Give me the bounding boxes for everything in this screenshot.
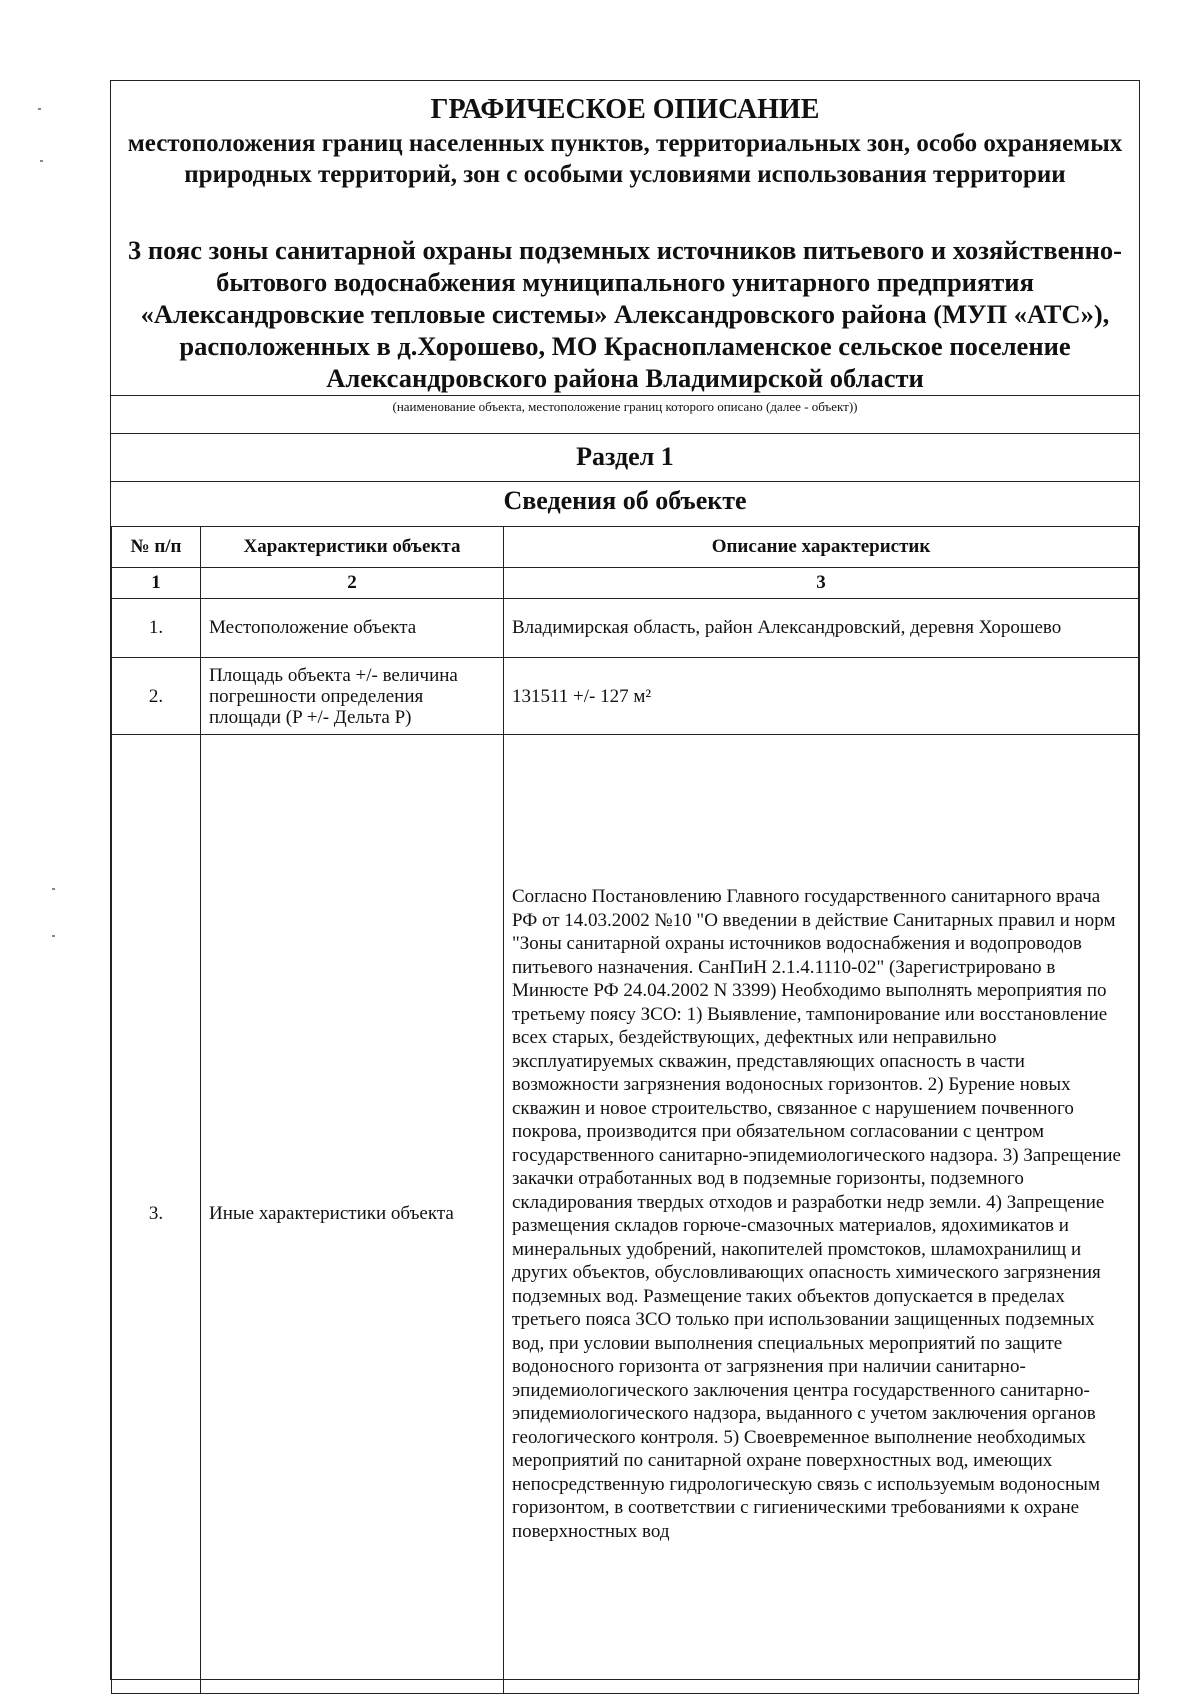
header-description: Описание характеристик [504,527,1139,568]
document-title: ГРАФИЧЕСКОЕ ОПИСАНИЕ [430,94,820,125]
header-characteristic: Характеристики объекта [201,527,504,568]
scan-speck [38,108,41,110]
table-row [112,658,1139,735]
scan-speck [40,160,43,162]
document-header [111,81,1139,393]
table-header-row [112,527,1139,568]
row-description: 131511 +/- 127 м² [504,658,1139,735]
row-characteristic: Иные характеристики объекта [201,735,504,1694]
section-title: Сведения об объекте [503,486,747,515]
document-subtitle: местоположения границ населенных пунктов, территориальных зон, особо охраняемых природных территорий, зон с особыми условиями использования территории [127,130,1123,188]
row-description: Согласно Постановлению Главного государственного санитарного врача РФ от 14.03.2002 №10 "О введении в действие Санитарных правил и норм "Зоны санитарной охраны источников водоснабжения и водопроводов питьевого назначения. СанПиН 2.1.4.1110-02" (Зарегистрировано в Минюсте РФ 24.04.2002 N 3399) Необходимо выполнять мероприятия по третьему поясу ЗСО: 1) Выявление, тампонирование или восстановление всех старых, бездействующих, дефектных или неправильно эксплуатируемых скважин, представляющих опасность в части возможности загрязнения водоносных горизонтов. 2) Бурение новых скважин и новое строительство, связанное с нарушением почвенного покрова, производится при обязательном согласовании с центром государственного санитарно-эпидемиологического надзора. 3) Запрещение закачки отработанных вод в подземные горизонты, подземного складирования твердых отходов и разработки недр земли. 4) Запрещение размещения складов горюче-смазочных материалов, ядохимикатов и минеральных удобрений, накопителей промстоков, шламохранилищ и других объектов, обусловливающих опасность химического загрязнения подземных вод. Размещение таких объектов допускается в пределах третьего пояса ЗСО только при использовании защищенных подземных вод, при условии выполнения специальных мероприятий по защите водоносного горизонта от загрязнения при наличии санитарно-эпидемиологического заключения центра государственного санитарно-эпидемиологического надзора, выданного с учетом заключения органов геологического контроля. 5) Своевременное выполнение необходимых мероприятий по санитарной охране поверхностных вод, имеющих непосредственную гидрологическую связь с используемым водоносным горизонтом, в соответствии с гигиеническими требованиями к охране поверхностных вод [504,735,1139,1694]
column-number: 2 [201,568,504,599]
divider [111,481,1139,482]
table-row [112,599,1139,658]
row-number: 2. [112,658,201,735]
document-frame [110,80,1140,1680]
row-characteristic: Местоположение объекта [201,599,504,658]
column-number-row [112,568,1139,599]
object-name-underline [111,395,1139,396]
divider [111,433,1139,434]
column-number: 1 [112,568,201,599]
scan-speck [52,888,55,890]
column-number: 3 [504,568,1139,599]
header-number: № п/п [112,527,201,568]
scan-speck [52,935,55,937]
row-characteristic: Площадь объекта +/- величина погрешности определения площади (P +/- Дельта P) [201,658,504,735]
object-caption: (наименование объекта, местоположение границ которого описано (далее - объект)) [392,399,858,414]
row-number: 1. [112,599,201,658]
section-heading: Раздел 1 [576,442,674,471]
object-name: 3 пояс зоны санитарной охраны подземных источников питьевого и хозяйственно-бытового водоснабжения муниципального унитарного предприятия «Александровские тепловые системы» Александровского района (МУП «АТС»), расположенных в д.Хорошево, МО Краснопламенское сельское поселение Александровского района Владимирской области [128,235,1122,393]
row-number: 3. [112,735,201,1694]
table-row [112,735,1139,1694]
row-description: Владимирская область, район Александровский, деревня Хорошево [504,599,1139,658]
object-info-table [111,526,1139,1694]
